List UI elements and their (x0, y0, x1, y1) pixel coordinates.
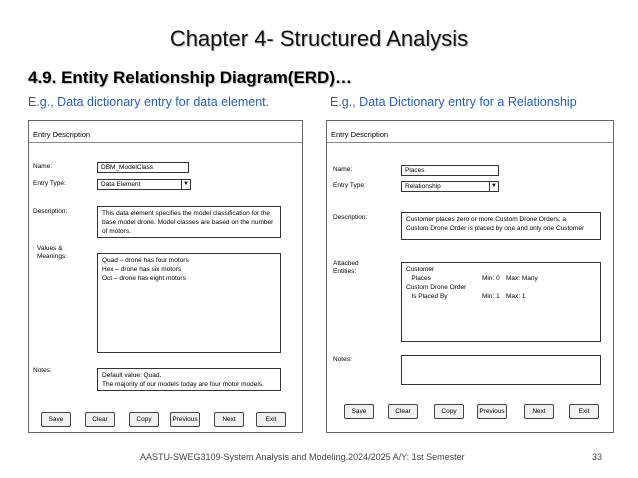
entity-max: Max: 1 (506, 293, 526, 300)
notes-label: Notes: (333, 356, 352, 363)
description-label: Description: (333, 214, 368, 221)
name-label: Name: (33, 163, 53, 170)
entity-max: Max: Many (506, 275, 538, 282)
attached-label-line: Attached (333, 260, 359, 267)
description-line: This data element specifies the model classification for the (102, 210, 271, 217)
description-textarea[interactable] (401, 212, 601, 240)
entity-row (406, 283, 596, 292)
entity-name: Custom Drone Order (406, 284, 467, 291)
entry-type-label: Entry Type: (33, 180, 66, 187)
name-label: Name: (333, 166, 353, 173)
clear-button[interactable]: Clear (388, 404, 418, 419)
entry-type-value: Relationship (405, 183, 441, 190)
caption-data-element: E.g., Data dictionary entry for data element. (28, 95, 270, 109)
entity-row (406, 292, 596, 301)
notes-label: Notes: (33, 367, 52, 374)
entity-row (406, 265, 596, 274)
save-button[interactable]: Save (41, 412, 71, 427)
description-line: base model drone. Model classes are based on the number (102, 219, 274, 226)
entity-min: Min: 1 (482, 293, 500, 300)
entity-min: Min: 0 (482, 275, 500, 282)
entity-min (490, 265, 514, 274)
relationship-entry-form (326, 120, 614, 433)
note-line: Default value: Quad. (102, 372, 162, 379)
slide-footer: AASTU-SWEG3109-System Analysis and Modeling.2024/2025 A/Y: 1st Semester (140, 452, 465, 462)
description-line: of motors. (102, 228, 131, 235)
entity-row (406, 274, 596, 283)
description-line: Custom Drone Order is placed by one and only one Customer (406, 225, 585, 232)
notes-textarea[interactable] (401, 355, 601, 385)
form-header: Entry Description (331, 130, 389, 139)
chevron-down-icon[interactable]: ▼ (181, 180, 190, 189)
page-number: 33 (592, 452, 603, 462)
previous-button[interactable]: Previous (170, 412, 200, 427)
entity-name: Places (406, 275, 431, 282)
values-label-line: Meanings: (37, 253, 67, 260)
note-line: The majority of our models today are four motor models. (102, 381, 264, 388)
description-textarea[interactable] (97, 206, 281, 238)
description-label: Description: (33, 208, 68, 215)
entry-type-select[interactable] (401, 181, 499, 192)
attached-entities-box[interactable] (401, 262, 601, 342)
form-header: Entry Description (33, 130, 91, 139)
entity-min (490, 283, 514, 292)
values-label (37, 245, 67, 261)
copy-button[interactable]: Copy (434, 404, 464, 419)
name-field[interactable]: DBM_ModelClass (97, 162, 189, 173)
entry-type-select[interactable] (97, 179, 191, 190)
copy-button[interactable]: Copy (129, 412, 159, 427)
save-button[interactable]: Save (344, 404, 374, 419)
header-divider (29, 142, 302, 143)
entity-name: Customer (406, 266, 435, 273)
notes-textarea[interactable] (97, 368, 281, 391)
header-divider (327, 142, 613, 143)
exit-button[interactable]: Exit (569, 404, 599, 419)
slide-subtitle: 4.9. Entity Relationship Diagram(ERD)… (28, 68, 352, 87)
attached-entities-label (333, 260, 359, 276)
value-line: Oct – drone has eight motors (102, 275, 186, 282)
attached-label-line: Entities: (333, 268, 357, 275)
clear-button[interactable]: Clear (85, 412, 115, 427)
slide-title: Chapter 4- Structured Analysis (169, 26, 469, 51)
data-element-entry-form (28, 120, 303, 433)
caption-relationship: E.g., Data Dictionary entry for a Relationship (330, 95, 577, 109)
value-line: Quad – drone has four motors (102, 257, 189, 264)
exit-button[interactable]: Exit (256, 412, 286, 427)
next-button[interactable]: Next (214, 412, 244, 427)
entity-name: Is Placed By (406, 293, 448, 300)
entry-type-value: Data Element (101, 181, 141, 188)
previous-button[interactable]: Previous (477, 404, 507, 419)
values-textarea[interactable] (97, 253, 281, 353)
chevron-down-icon[interactable]: ▼ (489, 182, 498, 191)
entry-type-label: Entry Type: (333, 182, 366, 189)
name-field[interactable]: Places (401, 165, 499, 176)
next-button[interactable]: Next (524, 404, 554, 419)
value-line: Hex – drone has six motors (102, 266, 182, 273)
values-label-line: Values & (37, 245, 63, 252)
description-line: Customer places zero or more Custom Drone Orders; a (406, 216, 567, 223)
